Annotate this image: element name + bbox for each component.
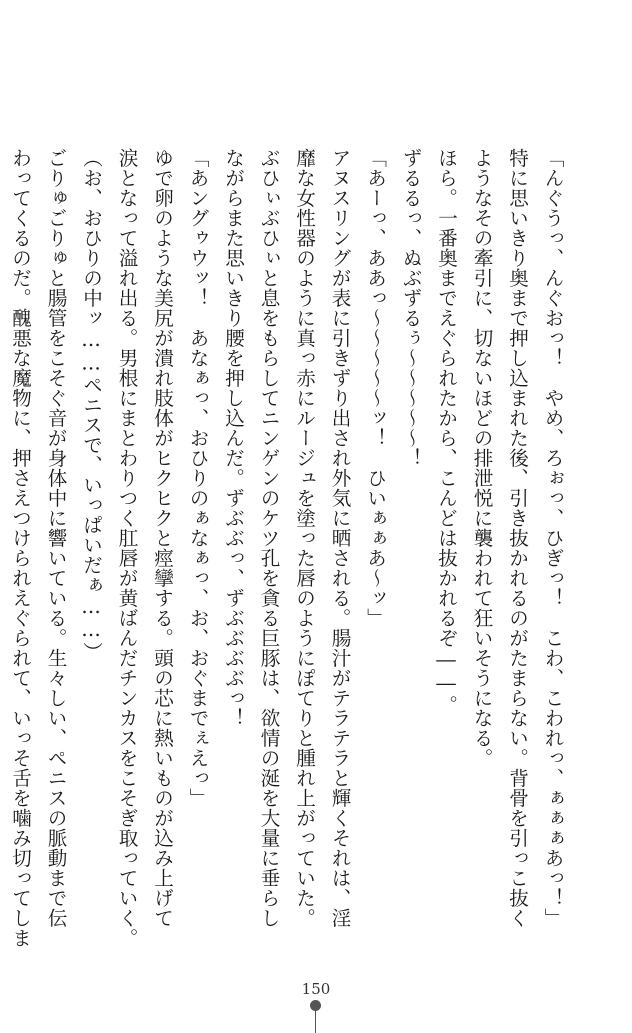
text-line: 靡な女性器のように真っ赤にルージュを塗った唇のようにぽてりと腫れ上がっていた。 [292,148,316,928]
text-line: 特に思いきり奥まで押し込まれた後、引き抜かれるのがたまらない。背骨を引っこ抜く [505,148,529,928]
text-line: ほら。一番奥までえぐられたから、こんどは抜かれるぞ――。 [434,148,458,715]
text-line: 「あングゥウッ！ あなぁっ、おひりのぁなぁっ、お、おぐまでぇえっ」 [186,148,209,808]
text-line: わってくるのだ。醜悪な魔物に、押さえつけられえぐられて、いっそ舌を噛み切ってしま [8,148,32,948]
text-line: ゆで卵のような美尻が潰れ肢体がヒクヒクと痙攣する。頭の芯に熱いものが込み上げて [150,148,174,928]
text-line: ずるるっ、ぬぶずるぅ～～～～～！ [399,148,422,468]
text-line: （お、おひりの中ッ……ペニスで、いっぱいだぁ……） [79,148,103,662]
body-text [0,148,570,948]
text-line: 涙となって溢れ出る。男根にまとわりつく肛唇が黄ばんだチンカスをこそぎ取っていく。 [115,148,138,948]
text-line: アヌスリングが表に引きずり出され外気に晒される。腸汁がテラテラと輝くそれは、淫 [328,148,351,928]
page-marker-dot [310,1000,321,1011]
page-number: 150 [301,980,331,998]
text-line: ぶひぃぶひぃと息をもらしてニンゲンのケツ孔を貪る巨豚は、欲情の涎を大量に垂らし [257,148,280,928]
text-line: ごりゅごりゅと腸管をこそぐ音が身体中に響いている。生々しい、ペニスの脈動まで伝 [44,148,67,928]
text-line: ながらまた思いきり腰を押し込んだ。ずぶぶっ、ずぶぶぶぶっ！ [221,148,245,728]
text-line: 「んぐうっ、んぐおっ！ やめ、ろぉっ、ひぎっ！ こわ、こわれっ、ぁぁぁあっ！」 [541,148,564,928]
text-line [0,148,2,838]
text-line: 「あーっ、ああっ～～～～～ッ！ ひいぁぁあ～ッ」 [363,148,387,628]
text-line: ようなその牽引に、切ないほどの排泄悦に襲われて狂いそうになる。 [470,148,493,768]
page-marker-rule [315,1011,316,1033]
